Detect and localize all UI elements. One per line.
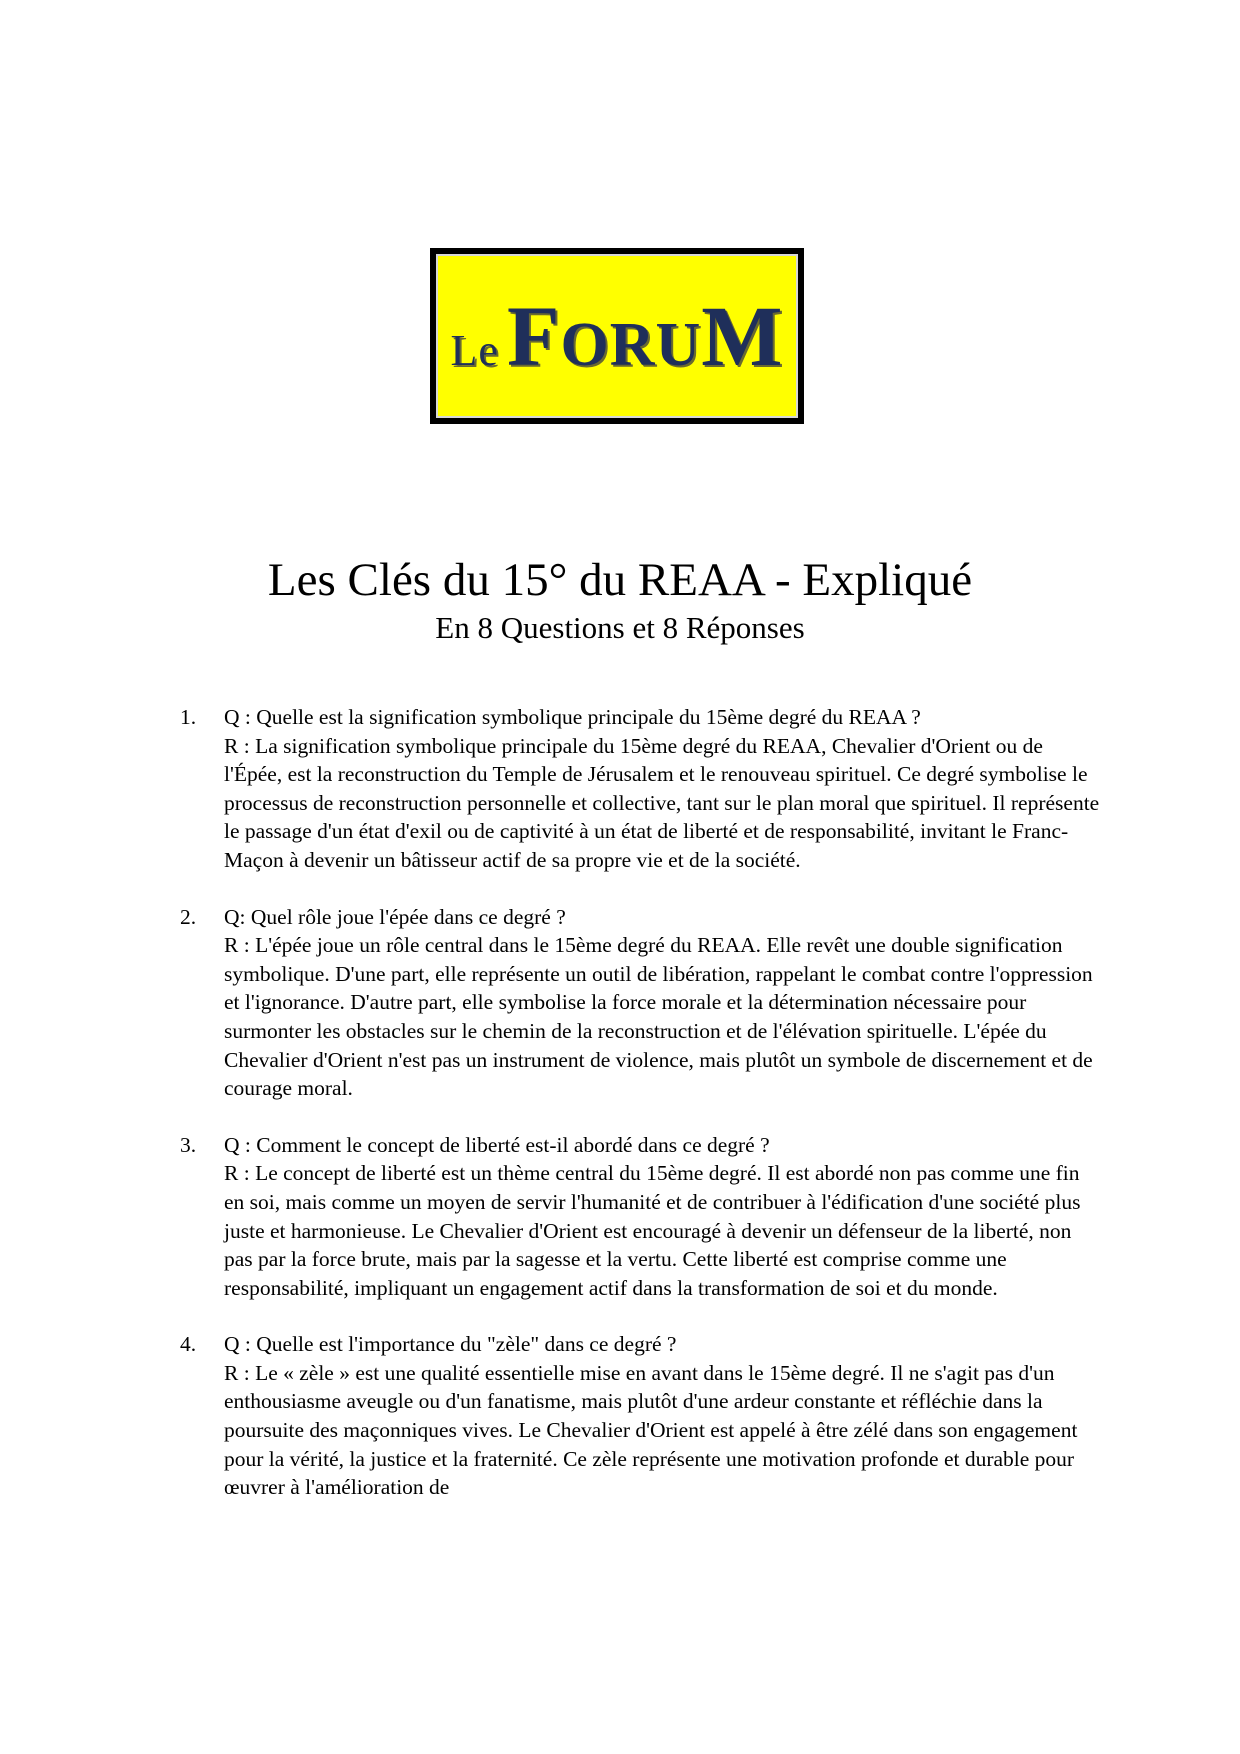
document-title: Les Clés du 15° du REAA - Expliqué bbox=[267, 554, 973, 606]
qa-question: Q : Quelle est l'importance du "zèle" dans ce degré ? bbox=[224, 1332, 677, 1357]
qa-item bbox=[180, 903, 1100, 1103]
logo-panel bbox=[436, 254, 798, 418]
qa-item bbox=[180, 1131, 1100, 1303]
qa-answer: R : L'épée joue un rôle central dans le 15ème degré du REAA. Elle revêt une double signification symbolique. D'une part, elle représente un outil de libération, rappelant le combat contre l'oppression et l'ignorance. D'autre part, elle symbolise la force morale et la détermination nécessaire pour surmonter les obstacles sur le chemin de la reconstruction et de l'élévation spirituelle. L'épée du Chevalier d'Orient n'est pas un instrument de violence, mais plutôt un symbole de discernement et de courage moral. bbox=[224, 933, 1093, 1101]
qa-number: 2. bbox=[180, 904, 197, 929]
qa-answer: R : Le concept de liberté est un thème central du 15ème degré. Il est abordé non pas comme une fin en soi, mais comme un moyen de servir l'humanité et de contribuer à l'édification d'une société plus juste et harmonieuse. Le Chevalier d'Orient est encouragé à devenir un défenseur de la liberté, non pas par la force brute, mais par la sagesse et la vertu. Cette liberté est comprise comme une responsabilité, impliquant un engagement actif dans la transformation de soi et du monde. bbox=[224, 1161, 1081, 1300]
qa-item bbox=[180, 703, 1100, 875]
qa-number: 1. bbox=[180, 705, 197, 729]
document-subtitle: En 8 Questions et 8 Réponses bbox=[435, 610, 805, 645]
logo-le: Le bbox=[450, 326, 499, 375]
logo-wordmark bbox=[451, 286, 784, 386]
qa-item bbox=[180, 1330, 1100, 1502]
qa-number: 3. bbox=[180, 1132, 197, 1157]
logo-f: F bbox=[506, 288, 561, 384]
le-forum-logo bbox=[430, 248, 804, 424]
qa-number: 4. bbox=[180, 1332, 197, 1357]
qa-question: Q : Comment le concept de liberté est-il abordé dans ce degré ? bbox=[224, 1132, 770, 1157]
qa-answer: R : La signification symbolique principale du 15ème degré du REAA, Chevalier d'Orient ou de l'Épée, est la reconstruction du Temple de Jérusalem et le renouveau spirituel. Ce degré symbolise le processus de reconstruction personnelle et collective, tant sur le plan moral que spirituel. Il représente le passage d'un état d'exil ou de captivité à un état de liberté et de responsabilité, invitant le Franc-Maçon à devenir un bâtisseur actif de sa propre vie et de la société. bbox=[224, 733, 1100, 872]
qa-answer: R : Le « zèle » est une qualité essentielle mise en avant dans le 15ème degré. Il ne s'agit pas d'un enthousiasme aveugle ou d'un fanatisme, mais plutôt d'une ardeur constante et réfléchie dans la poursuite des maçonniques vives. Le Chevalier d'Orient est appelé à être zélé dans son engagement pour la vérité, la justice et la fraternité. Ce zèle représente une motivation profonde et durable pour œuvrer à l'amélioration de bbox=[224, 1360, 1078, 1500]
qa-question: Q: Quel rôle joue l'épée dans ce degré ? bbox=[224, 904, 566, 929]
logo-oru: ORU bbox=[560, 311, 702, 379]
logo-m: M bbox=[701, 288, 784, 384]
qa-list bbox=[180, 703, 1100, 1530]
qa-question: Q : Quelle est la signification symbolique principale du 15ème degré du REAA ? bbox=[224, 705, 921, 729]
